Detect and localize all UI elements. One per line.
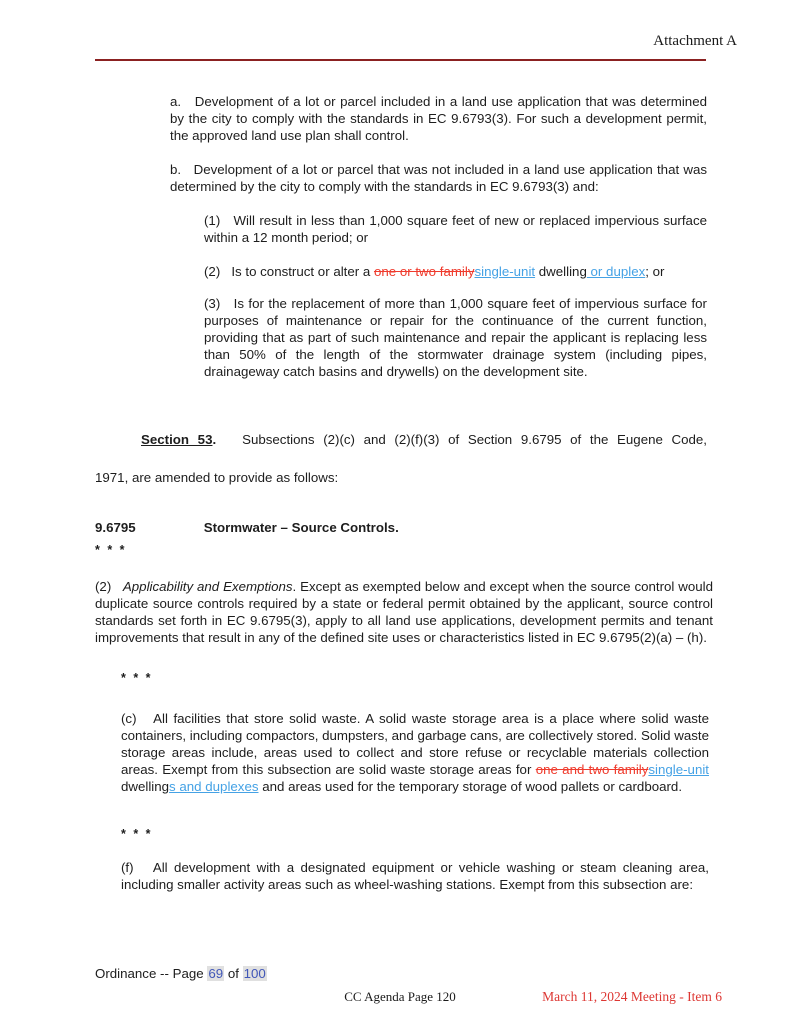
text-segment: Applicability and Exemptions xyxy=(122,579,293,594)
text-segment: single-unit xyxy=(648,762,709,777)
paragraph-c xyxy=(121,710,709,795)
text-segment: 69 xyxy=(208,966,224,981)
text-segment: Subsections (2)(c) and (2)(f)(3) of Section 9.6795 of the Eugene Code, xyxy=(216,432,708,447)
list-item-1 xyxy=(204,212,707,246)
paragraph-b xyxy=(170,161,707,195)
text-segment: or duplex xyxy=(586,264,646,279)
text-segment: dwelling xyxy=(121,779,170,794)
paragraph-2-applicability xyxy=(95,578,713,646)
text-segment: 100 xyxy=(243,966,266,981)
header-rule xyxy=(95,59,706,61)
text-segment: a. Development of a lot or parcel included in a land use application that was determined by the city to comply with the standards in EC 9.6793(3). For such a development permit, the approved land use plan shall control. xyxy=(170,94,707,143)
text-segment: b. Development of a lot or parcel that was not included in a land use application that was determined by the city to comply with the standards in EC 9.6793(3) and: xyxy=(170,162,707,194)
asterisk-separator: * * * xyxy=(121,671,153,685)
text-segment: one or two family xyxy=(373,264,475,279)
paragraph-f xyxy=(121,859,709,893)
text-segment: (c) All facilities that store solid waste. A solid waste storage area is a place where solid waste containers, including compactors, dumpsters, and garbage cans, are collectively stored. Solid waste storage areas include, areas used to collect and store refuse or recyclable materials collection areas. Exempt from this subsection are solid waste storage areas for xyxy=(121,711,709,777)
text-segment: (f) All development with a designated equipment or vehicle washing or steam cleaning area, including smaller activity areas such as wheel-washing stations. Exempt from this subsection are: xyxy=(121,860,709,892)
section-53-heading-line2: 1971, are amended to provide as follows: xyxy=(95,470,339,485)
text-segment: dwelling xyxy=(535,264,587,279)
text-segment: . Except as exempted below and except when the source control would duplicate source controls required by a state or federal permit obtained by the applicant, source control standards set forth in EC 9.6795(3), apply to all land use applications, development permits and tenant improvements that result in any of the defined site uses or characteristics listed in EC 9.6795(2)(a) – (h). xyxy=(95,579,713,645)
text-segment: (2) Is to construct or alter a xyxy=(204,264,374,279)
cc-agenda-page-stamp: CC Agenda Page 120 xyxy=(344,989,456,1004)
text-segment: (1) Will result in less than 1,000 square feet of new or replaced impervious surface within a 12 month period; or xyxy=(204,213,707,245)
asterisk-separator: * * * xyxy=(121,827,153,841)
list-item-3 xyxy=(204,295,707,380)
text-segment: and areas used for the temporary storage of wood pallets or cardboard. xyxy=(258,779,683,794)
text-segment: Ordinance -- Page xyxy=(95,966,208,981)
code-section-number: 9.6795 xyxy=(95,520,136,535)
text-segment: (2) xyxy=(95,579,123,594)
text-segment: of xyxy=(224,966,243,981)
asterisk-separator: * * * xyxy=(95,543,127,557)
text-segment: (3) Is for the replacement of more than 1,000 square feet of impervious surface for purposes of maintenance or repair for the continuance of the current function, providing that as part of such maintenance and repair the applicant is replacing less than 50% of the length of the stormwater drainage system (including pipes, drainageway catch basins and drywells) on the development site. xyxy=(204,296,707,379)
text-segment: . xyxy=(212,432,217,447)
text-segment: Section 53 xyxy=(141,432,213,447)
text-segment: s and duplexes xyxy=(169,779,259,794)
attachment-label: Attachment A xyxy=(653,33,737,49)
list-item-2 xyxy=(204,263,664,280)
text-segment: one and two family xyxy=(535,762,649,777)
text-segment: single-unit xyxy=(474,264,536,279)
code-section-heading xyxy=(95,519,707,536)
text-segment: ; or xyxy=(645,264,665,279)
ordinance-page-number xyxy=(95,965,267,982)
code-section-title: Stormwater – Source Controls. xyxy=(203,520,399,535)
meeting-item-stamp: March 11, 2024 Meeting - Item 6 xyxy=(542,989,722,1004)
paragraph-a xyxy=(170,93,707,144)
section-53-heading-line1 xyxy=(95,431,707,448)
